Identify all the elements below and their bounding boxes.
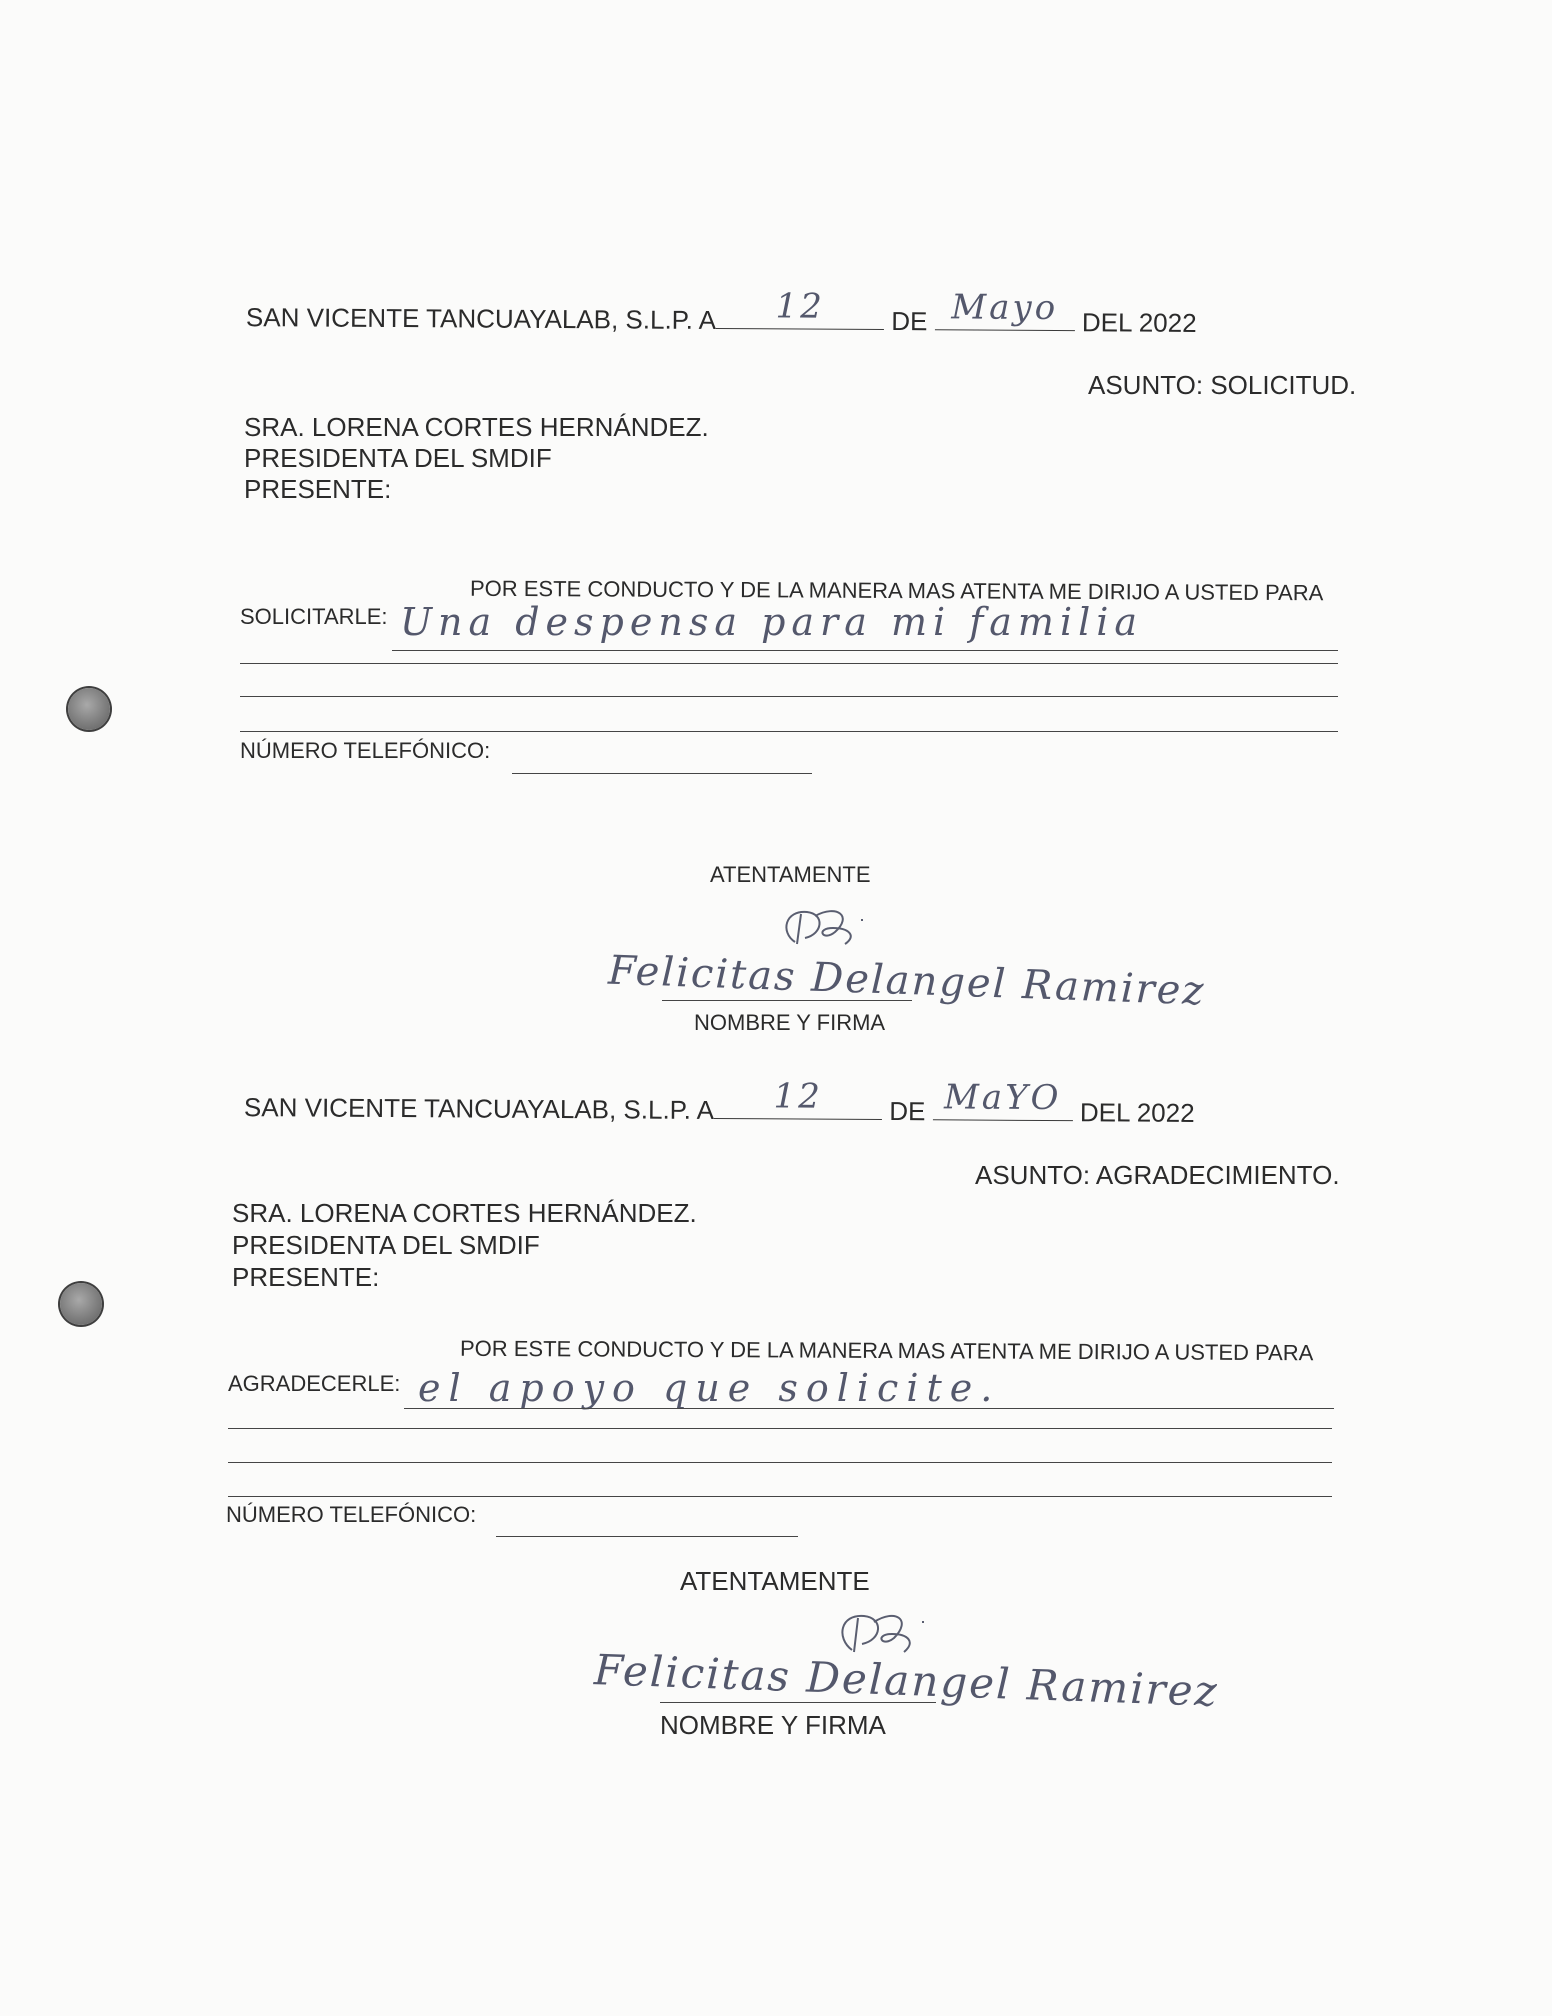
request-label: SOLICITARLE: — [240, 604, 388, 629]
subject-line: ASUNTO: AGRADECIMIENTO. — [975, 1160, 1340, 1190]
request-line-4 — [240, 731, 1338, 732]
signature-label: NOMBRE Y FIRMA — [660, 1710, 886, 1740]
signature-line — [662, 1000, 912, 1001]
year-label: DEL 2022 — [1079, 1097, 1195, 1128]
signature-line — [660, 1702, 936, 1703]
closing-text: ATENTAMENTE — [710, 862, 871, 887]
recipient-name: SRA. LORENA CORTES HERNÁNDEZ. — [244, 412, 709, 442]
day-field — [714, 1076, 882, 1120]
signer-name-handwritten: Felicitas Delangel Ramirez — [593, 1645, 1220, 1716]
thanks-label: AGRADECERLE: — [228, 1371, 401, 1396]
recipient-role: PRESIDENTA DEL SMDIF — [232, 1230, 540, 1260]
day-field — [716, 286, 884, 330]
month-field — [935, 287, 1075, 331]
year-label: DEL 2022 — [1081, 307, 1197, 338]
thanks-line-3 — [228, 1462, 1332, 1463]
month-handwritten: MaYO — [943, 1077, 1062, 1119]
thanks-line-1 — [404, 1408, 1334, 1409]
day-handwritten: 12 — [775, 286, 825, 327]
signer-name-handwritten: Felicitas Delangel Ramirez — [607, 947, 1207, 1015]
intro-text: POR ESTE CONDUCTO Y DE LA MANERA MAS ATENTA ME DIRIJO A USTED PARA — [459, 1335, 1314, 1366]
presente-label: PRESENTE: — [244, 474, 392, 504]
request-line-3 — [240, 696, 1338, 697]
recipient-role: PRESIDENTA DEL SMDIF — [244, 443, 552, 473]
punch-hole-top — [68, 688, 110, 730]
thanks-line-2 — [228, 1428, 1332, 1429]
phone-label: NÚMERO TELEFÓNICO: — [226, 1502, 477, 1527]
signature-label: NOMBRE Y FIRMA — [694, 1010, 886, 1035]
phone-line — [512, 773, 812, 774]
date-place: SAN VICENTE TANCUAYALAB, S.L.P. A — [243, 1092, 715, 1125]
request-line-1 — [392, 650, 1338, 651]
presente-label: PRESENTE: — [232, 1262, 380, 1292]
date-line — [243, 1076, 1195, 1129]
date-place: SAN VICENTE TANCUAYALAB, S.L.P. A — [245, 302, 717, 335]
thanks-line-4 — [228, 1496, 1332, 1497]
thanks-handwritten: el apoyo que solicite. — [418, 1366, 1001, 1410]
phone-line — [496, 1536, 798, 1537]
phone-label: NÚMERO TELEFÓNICO: — [240, 738, 491, 763]
day-handwritten: 12 — [773, 1076, 823, 1117]
signature-mark — [775, 902, 875, 954]
de-label: DE — [889, 1096, 926, 1127]
month-field — [933, 1077, 1073, 1121]
request-line-2 — [240, 663, 1338, 664]
month-handwritten: Mayo — [951, 287, 1059, 329]
closing-text: ATENTAMENTE — [680, 1566, 870, 1596]
intro-text: POR ESTE CONDUCTO Y DE LA MANERA MAS ATENTA ME DIRIJO A USTED PARA — [469, 575, 1324, 606]
de-label: DE — [891, 306, 928, 337]
request-handwritten: Una despensa para mi familia — [400, 600, 1144, 644]
recipient-name: SRA. LORENA CORTES HERNÁNDEZ. — [232, 1198, 697, 1228]
punch-hole-bottom — [60, 1283, 102, 1325]
subject-line: ASUNTO: SOLICITUD. — [1088, 370, 1357, 400]
date-line — [245, 286, 1197, 339]
